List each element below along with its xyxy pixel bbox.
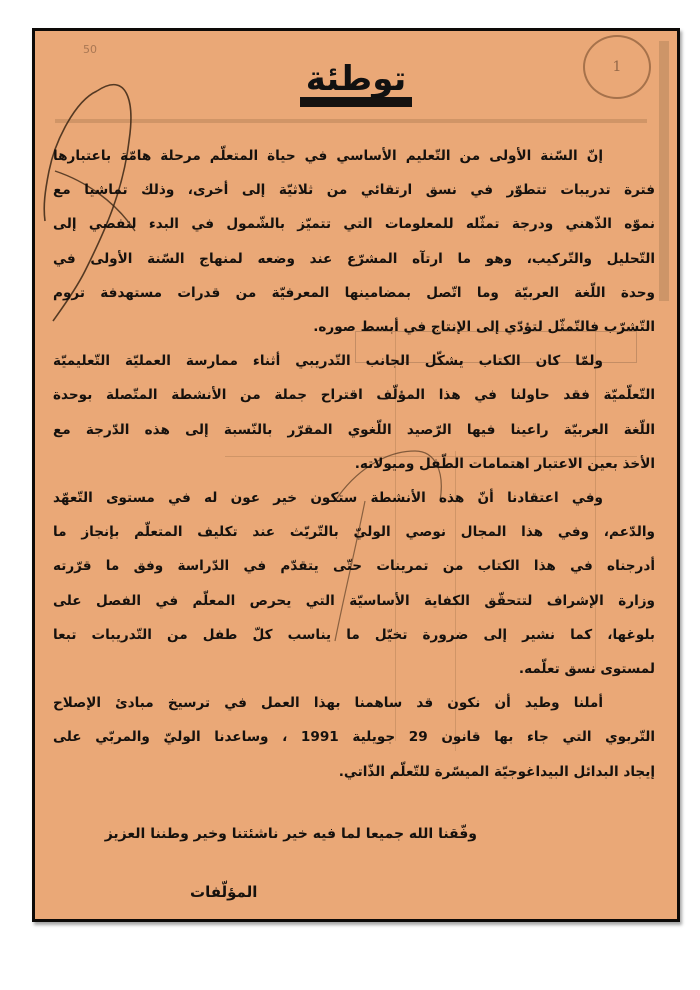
scanned-page — [32, 28, 680, 922]
text-line: أدرجناه في هذا الكتاب من تمرينات حتّى يتقدّم في الدّراسة وفق ما قرّرته — [53, 558, 655, 575]
paragraph-1 — [53, 139, 655, 344]
margin-mark: 50 — [83, 43, 97, 56]
text-line: التّربوي التي جاء بها قانون 29 جويلية 1991 ، وساعدنا الوليّ والمربّي على — [53, 729, 656, 746]
text-line: إيجاد البدائل البيداغوجيّة الميسّرة للتّعلّم الذّاتي. — [338, 763, 655, 780]
authors-signature: المؤلّفات — [190, 883, 258, 901]
text-line: وزارة الإشراف لتتحقّق الكفاية الأساسيّة التي يحرص المعلّم في الفصل على — [53, 592, 655, 609]
text-line: أملنا وطيد أن نكون قد ساهمنا بهذا العمل في ترسيخ مبادئ الإصلاح — [53, 695, 603, 712]
text-line: نموّه الذّهني ودرجة تمثّله للمعلومات التي تتميّز بالشّمول في البدء لتفضي إلى — [53, 216, 655, 233]
paragraph-3 — [53, 481, 655, 686]
page-title: توطئة — [300, 61, 413, 107]
text-line: إنّ السّنة الأولى من التّعليم الأساسي في حياة المتعلّم مرحلة هامّة باعتبارها — [53, 148, 603, 164]
text-line: بلوغها، كما نشير إلى ضرورة تخيّل ما يناسب كلّ طفل من التّدريبات تبعا — [53, 626, 655, 643]
foreword-body — [53, 139, 655, 789]
text-line: وفي اعتقادنا أنّ هذه الأنشطة ستكون خير عون له في مستوى التّعهّد — [53, 490, 603, 507]
text-line: التّحليل والتّركيب، وهو ما ارتآه المشرّع عند وضعه لمنهاج السّنة الأولى في — [53, 250, 655, 267]
paragraph-2 — [53, 344, 655, 481]
text-line: اللّغة العربيّة راعينا فيها الرّصيد اللّغوي المقرّر بالنّسبة إلى هذه الدّرجة مع — [53, 421, 655, 438]
text-line: فترة تدريبات تتطوّر في نسق ارتقائي من ثلاثيّة إلى أخرى، وذلك تماشيا مع — [53, 182, 655, 199]
scan-artifact-line — [55, 119, 647, 123]
text-line: التّعلّميّة فقد حاولنا في هذا المؤلّف اقتراح جملة من الأنشطة المتّصلة بوحدة — [53, 387, 655, 404]
text-line: الأخذ بعين الاعتبار اهتمامات الطّفل وميولاته. — [354, 455, 655, 472]
closing-prayer: وفّقنا الله جميعا لما فيه خير ناشئتنا وخير وطننا العزيز — [104, 826, 477, 842]
title-container — [35, 61, 677, 107]
text-line: وحدة اللّغة العربيّة وما اتّصل بمضامينها المعرفيّة من قدرات مستهدفة تروم — [53, 284, 655, 301]
text-line: لمستوى نسق تعلّمه. — [518, 661, 655, 678]
text-line: والدّعم، وفي هذا المجال نوصي الوليّ بالتّريّث عند تكليف المتعلّم بإنجاز ما — [53, 524, 655, 541]
text-line: التّشرّب فالتّمثّل لتؤدّي إلى الإنتاج في أبسط صوره. — [313, 319, 655, 336]
page-number-stamp: 1 — [583, 35, 651, 99]
paragraph-4 — [53, 686, 655, 789]
text-line: ولمّا كان الكتاب يشكّل الجانب التّدريبي أثناء ممارسة العمليّة التّعليميّة — [53, 353, 603, 370]
